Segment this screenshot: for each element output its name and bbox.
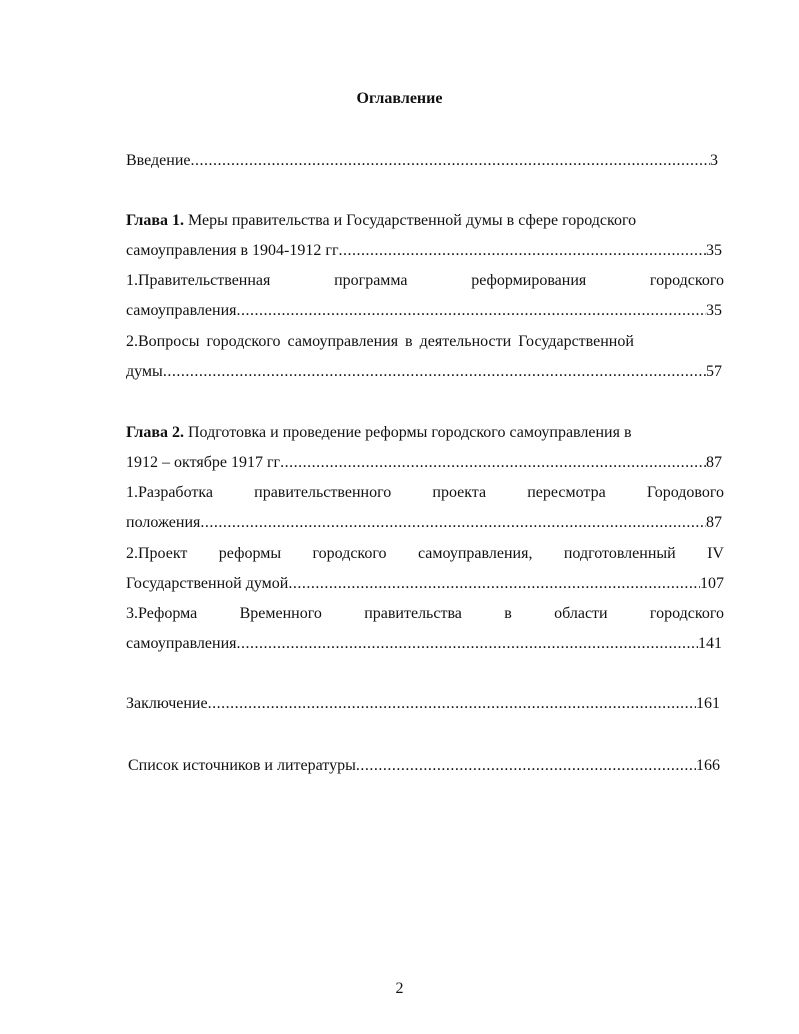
leader-dots bbox=[163, 361, 706, 383]
word: IV bbox=[707, 545, 724, 562]
toc-entry-label: Список источников и литературы bbox=[128, 757, 356, 774]
chapter-2-title: Подготовка и проведение реформы городского самоуправления в bbox=[188, 424, 632, 441]
toc-entry-page: 141 bbox=[698, 635, 722, 652]
toc-entry-page: 35 bbox=[706, 242, 722, 259]
word: 2.Проект bbox=[126, 545, 188, 562]
toc-entry-page: 87 bbox=[706, 514, 722, 531]
leader-dots bbox=[356, 755, 696, 777]
section-2-2-line1 bbox=[126, 543, 724, 565]
chapter-2-title-cont: 1912 – октябре 1917 гг bbox=[126, 454, 281, 471]
word: программа bbox=[334, 272, 408, 289]
word: правительства bbox=[364, 605, 462, 622]
word: 1.Правительственная bbox=[126, 272, 271, 289]
section-1-1-line1 bbox=[126, 270, 724, 292]
leader-dots bbox=[280, 452, 706, 474]
toc-entry-chapter-1 bbox=[126, 240, 722, 262]
word: пересмотра bbox=[527, 484, 606, 501]
toc-entry-section-1-1 bbox=[126, 300, 722, 322]
word: 1.Разработка bbox=[126, 484, 213, 501]
toc-entry-page: 87 bbox=[706, 454, 722, 471]
chapter-1-heading bbox=[126, 210, 726, 232]
toc-entry-label: Заключение bbox=[126, 695, 208, 712]
toc-entry-page: 3 bbox=[710, 152, 718, 169]
leader-dots bbox=[191, 150, 711, 172]
leader-dots bbox=[288, 573, 700, 595]
leader-dots bbox=[237, 300, 707, 322]
section-1-2-line1: 2.Вопросы городского самоуправления в деятельности Государственной bbox=[126, 333, 634, 350]
page-number: 2 bbox=[395, 980, 404, 997]
word: самоуправления, bbox=[417, 545, 533, 562]
section-2-1-line1 bbox=[126, 482, 724, 504]
leader-dots bbox=[237, 633, 699, 655]
toc-entry-conclusion bbox=[126, 693, 720, 715]
toc-entry-page: 161 bbox=[696, 695, 720, 712]
word: городского bbox=[649, 272, 724, 289]
toc-entry-section-2-1 bbox=[126, 512, 722, 534]
section-1-2-cont: думы bbox=[126, 363, 163, 380]
chapter-1-title: Меры правительства и Государственной думы в сфере городского bbox=[188, 212, 637, 229]
word: реформирования bbox=[471, 272, 587, 289]
toc-entry-chapter-2 bbox=[126, 452, 722, 474]
toc-entry-page: 57 bbox=[706, 363, 722, 380]
word: Городового bbox=[646, 484, 724, 501]
toc-entry-page: 107 bbox=[700, 575, 724, 592]
word: городского bbox=[312, 545, 387, 562]
word: Временного bbox=[239, 605, 322, 622]
chapter-1-label: Глава 1. bbox=[126, 212, 184, 229]
word: правительственного bbox=[254, 484, 392, 501]
toc-entry-sources bbox=[128, 755, 720, 777]
section-2-3-cont: самоуправления bbox=[126, 635, 237, 652]
section-2-1-cont: положения bbox=[126, 514, 201, 531]
chapter-1-title-cont: самоуправления в 1904-1912 гг bbox=[126, 242, 339, 259]
toc-entry-intro bbox=[126, 150, 718, 172]
leader-dots bbox=[339, 240, 707, 262]
toc-entry-section-2-2 bbox=[126, 573, 724, 595]
toc-entry-label: Введение bbox=[126, 152, 191, 169]
toc-entry-page: 166 bbox=[696, 757, 720, 774]
section-1-1-cont: самоуправления bbox=[126, 302, 237, 319]
word: реформы bbox=[218, 545, 282, 562]
section-2-3-line1 bbox=[126, 603, 724, 625]
chapter-2-heading bbox=[126, 422, 726, 444]
word: проекта bbox=[432, 484, 487, 501]
word: в bbox=[504, 605, 512, 622]
leader-dots bbox=[208, 693, 696, 715]
word: подготовленный bbox=[563, 545, 676, 562]
toc-entry-page: 35 bbox=[706, 302, 722, 319]
word: 3.Реформа bbox=[126, 605, 198, 622]
toc-entry-section-2-3 bbox=[126, 633, 722, 655]
toc-entry-section-1-2 bbox=[126, 361, 722, 383]
chapter-2-label: Глава 2. bbox=[126, 424, 184, 441]
word: городского bbox=[649, 605, 724, 622]
section-2-2-cont: Государственной думой bbox=[126, 575, 289, 592]
leader-dots bbox=[200, 512, 706, 534]
word: области bbox=[554, 605, 608, 622]
page-title: Оглавление bbox=[356, 90, 443, 107]
